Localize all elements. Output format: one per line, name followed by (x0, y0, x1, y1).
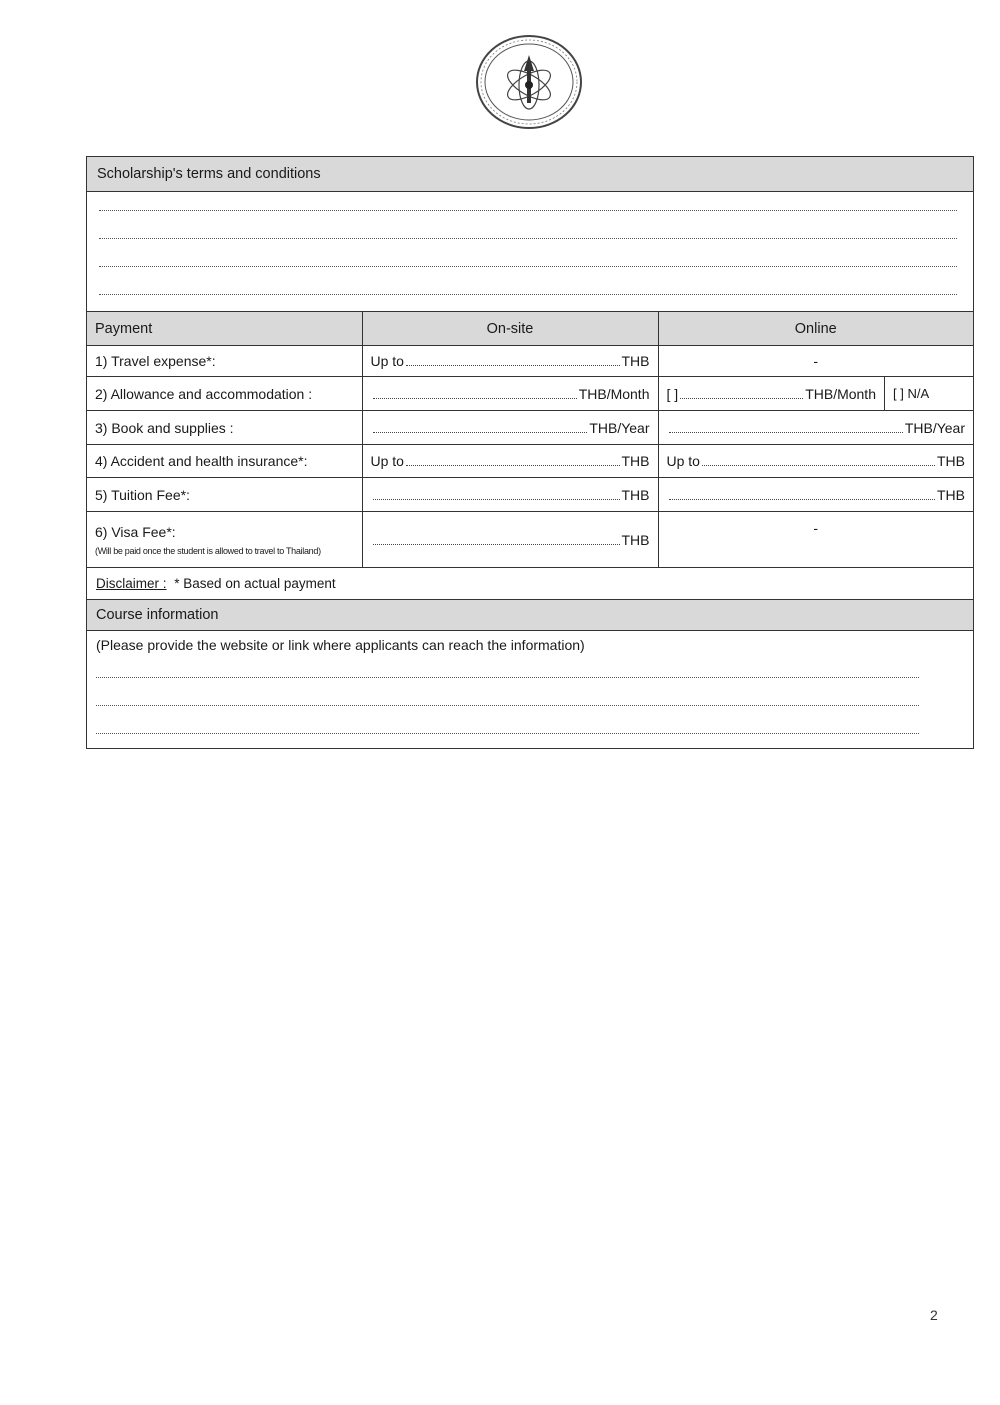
disclaimer-label: Disclaimer : (96, 576, 167, 591)
online-field (658, 377, 973, 411)
field-unit: THB (937, 486, 965, 503)
terms-line-3[interactable] (99, 266, 957, 267)
table-row (87, 346, 973, 377)
field-unit: THB (621, 486, 650, 503)
institution-seal (474, 33, 584, 131)
row-label: 4) Accident and health insurance*: (87, 445, 362, 478)
field-unit: THB/Month (805, 385, 876, 402)
terms-lines[interactable] (87, 192, 973, 311)
row-label: 2) Allowance and accommodation : (87, 377, 362, 411)
disclaimer-text: * Based on actual payment (174, 576, 336, 591)
table-row (87, 445, 973, 478)
terms-line-4[interactable] (99, 294, 957, 295)
row-label: 5) Tuition Fee*: (87, 478, 362, 512)
table-row (87, 512, 973, 568)
course-line-3[interactable] (96, 733, 919, 734)
payment-header: Payment (87, 312, 362, 346)
row-sublabel: (Will be paid once the student is allowed to travel to Thailand) (95, 545, 321, 556)
course-note: (Please provide the website or link where applicants can reach the information) (96, 637, 585, 653)
online-amount-option[interactable] (667, 377, 886, 410)
field-unit: THB/Year (904, 419, 965, 436)
online-field[interactable] (658, 445, 973, 478)
terms-header: Scholarship's terms and conditions (87, 157, 973, 192)
col-onsite-header: On-site (362, 312, 658, 346)
course-body (87, 631, 973, 748)
row-label: 3) Book and supplies : (87, 411, 362, 445)
table-row (87, 377, 973, 411)
field-prefix: Up to (370, 453, 404, 469)
terms-line-1[interactable] (99, 210, 957, 211)
field-prefix: Up to (666, 453, 700, 469)
disclaimer (87, 568, 973, 600)
online-field: - (658, 346, 973, 377)
scholarship-form (86, 156, 974, 749)
field-unit: THB (621, 453, 650, 469)
row-label: 1) Travel expense*: (87, 346, 362, 377)
payment-table (87, 311, 973, 568)
field-unit: THB (937, 453, 965, 469)
online-field[interactable] (658, 478, 973, 512)
course-line-1[interactable] (96, 677, 919, 678)
row-label-cell (87, 512, 362, 568)
field-unit: THB (621, 531, 650, 548)
field-unit: THB (621, 353, 650, 369)
onsite-field[interactable] (362, 478, 658, 512)
payment-header-row (87, 312, 973, 346)
checkbox-bracket[interactable]: [ ] (666, 385, 679, 402)
online-field: - (658, 512, 973, 568)
onsite-field[interactable] (362, 512, 658, 568)
na-checkbox[interactable]: [ ] N/A (893, 386, 930, 401)
table-row (87, 411, 973, 445)
onsite-field[interactable] (362, 346, 658, 377)
terms-line-2[interactable] (99, 238, 957, 239)
onsite-field[interactable] (362, 411, 658, 445)
field-unit: THB/Year (589, 419, 650, 436)
onsite-field[interactable] (362, 445, 658, 478)
onsite-field[interactable] (362, 377, 658, 411)
field-unit: THB/Month (578, 385, 650, 402)
online-field[interactable] (658, 411, 973, 445)
course-line-2[interactable] (96, 705, 919, 706)
table-row (87, 478, 973, 512)
col-online-header: Online (658, 312, 973, 346)
field-prefix: Up to (370, 353, 404, 369)
course-header: Course information (87, 600, 973, 631)
page-number: 2 (930, 1307, 938, 1323)
row-label: 6) Visa Fee*: (95, 523, 176, 540)
